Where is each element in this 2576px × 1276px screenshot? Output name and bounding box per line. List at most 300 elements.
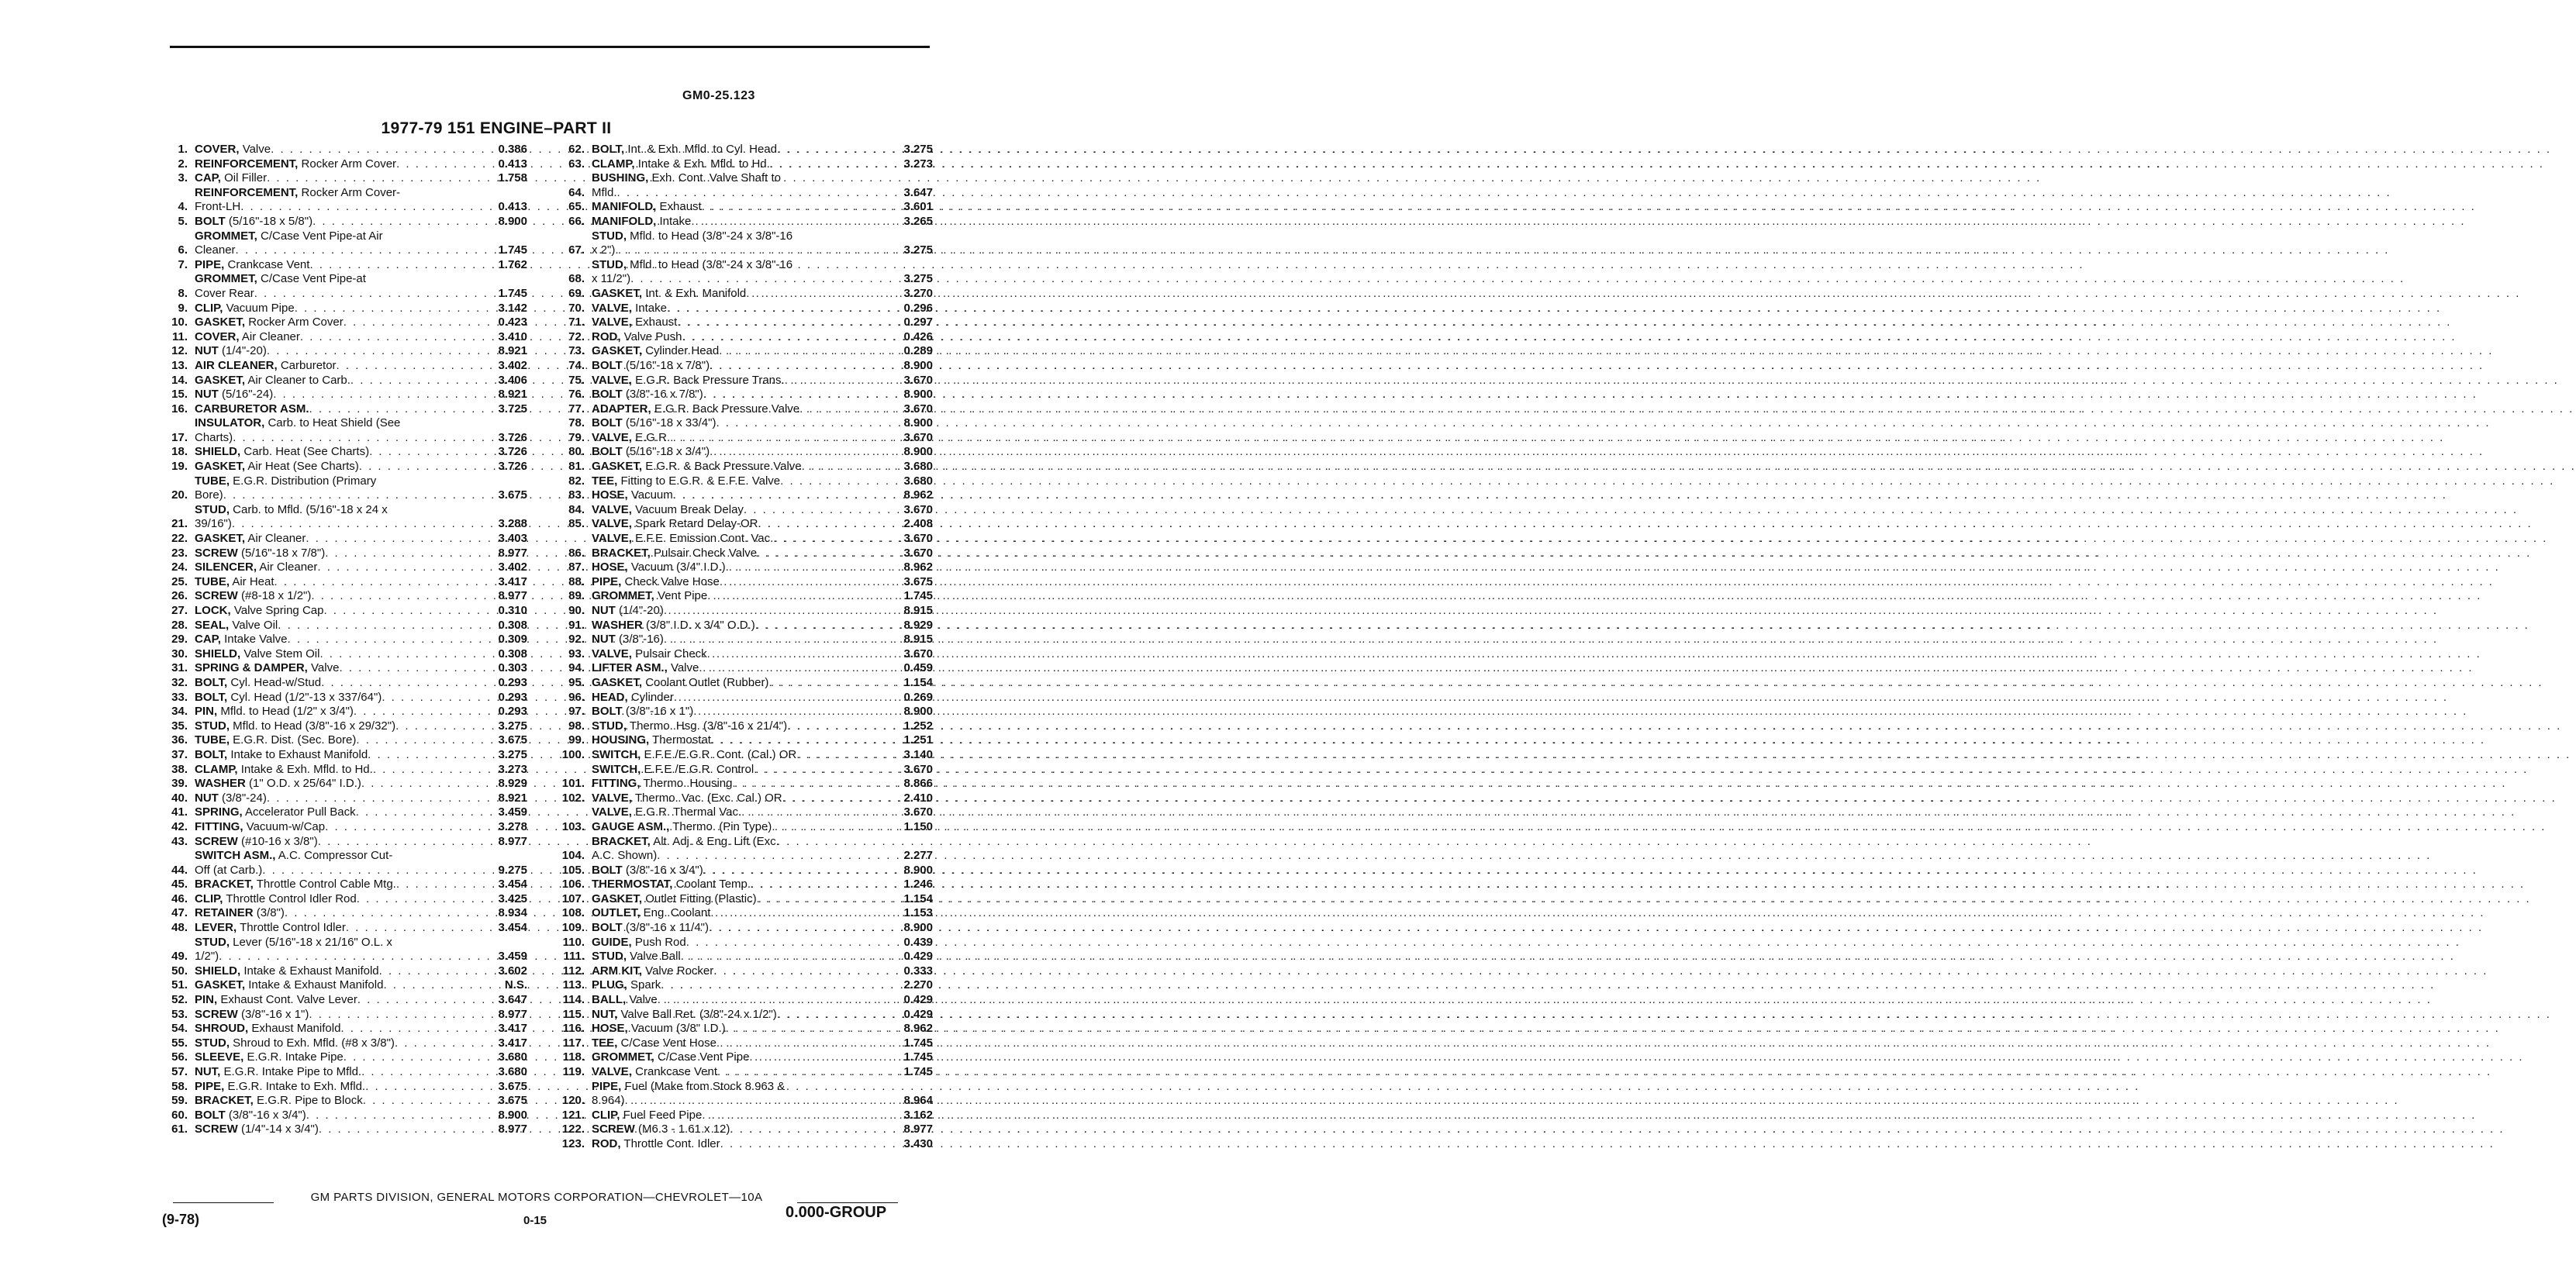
parts-list-item	[155, 619, 527, 633]
part-detail: Air Cleaner to Carb.	[247, 373, 350, 387]
parts-list-item	[155, 445, 527, 460]
dot-leader	[716, 416, 2490, 431]
item-description	[585, 374, 879, 388]
item-number: 14.	[171, 373, 188, 387]
dot-leader	[785, 374, 2559, 388]
item-number: 101.	[561, 777, 585, 791]
part-detail: (1/4"-20)	[222, 344, 267, 358]
item-description	[188, 1008, 465, 1023]
part-name: STUD,	[195, 502, 230, 516]
item-description	[188, 575, 465, 590]
parts-list-item	[155, 532, 527, 547]
item-number: 113.	[562, 978, 585, 992]
part-detail: C/Case Vent Pipe-at Air	[261, 229, 383, 243]
item-number: 90.	[568, 604, 585, 617]
part-name: CLAMP,	[592, 157, 635, 171]
item-number: 55.	[171, 1036, 188, 1050]
item-number: 1.	[178, 143, 188, 156]
parts-list-item	[155, 302, 527, 316]
part-name: BOLT,	[195, 747, 228, 761]
parts-list-item	[541, 964, 933, 979]
group-number: 8.900	[903, 921, 933, 935]
part-name: SCREW	[195, 589, 238, 603]
part-name: NUT,	[592, 1007, 618, 1021]
group-number: 8.929	[903, 618, 933, 632]
parts-list-item	[541, 820, 933, 835]
part-name: SHIELD,	[195, 647, 241, 660]
item-description	[585, 258, 879, 287]
parts-list-item	[155, 402, 527, 417]
group-number: 3.430	[903, 1136, 933, 1150]
group-number: 3.454	[498, 878, 527, 891]
parts-list-item	[541, 604, 933, 619]
parts-list-item	[155, 835, 527, 850]
part-name: GASKET,	[592, 891, 643, 905]
part-name: BRACKET,	[592, 834, 651, 848]
group-number: 3.275	[903, 243, 933, 257]
item-number: 72.	[568, 329, 585, 343]
part-name: BOLT	[592, 388, 623, 402]
part-detail: Thermostat	[652, 733, 711, 747]
part-detail: Crankcase Vent	[227, 257, 310, 271]
part-detail: E.G.R.	[635, 430, 671, 444]
part-name: HOSE,	[592, 560, 628, 574]
dot-leader	[686, 936, 2460, 950]
item-description	[585, 359, 879, 374]
part-name: CLIP,	[195, 891, 223, 905]
dot-leader	[730, 1123, 2504, 1137]
part-name: SWITCH,	[592, 762, 641, 776]
item-number: 74.	[568, 358, 585, 372]
item-description	[188, 474, 465, 503]
part-name: TUBE,	[195, 474, 230, 488]
part-detail: Carburetor	[280, 358, 337, 372]
part-detail: E.G.R. Intake Pipe to Mfld.	[223, 1065, 362, 1078]
item-number: 66.	[568, 214, 585, 228]
part-detail: Thermo. Hsg. (3/8"-16 x 21/4")	[629, 719, 788, 733]
parts-list-item	[541, 993, 933, 1008]
part-name: STUD,	[195, 719, 230, 733]
part-detail: x 11/2")	[592, 272, 631, 286]
item-number: 25.	[171, 574, 188, 588]
parts-list-item	[541, 763, 933, 778]
parts-list-right-column	[541, 143, 933, 1152]
item-number: 67.	[568, 243, 585, 257]
item-number: 49.	[171, 950, 188, 964]
item-description	[585, 200, 879, 215]
parts-list-item	[541, 416, 933, 431]
part-name: SPRING & DAMPER,	[195, 661, 308, 675]
part-detail: Valve	[670, 661, 699, 675]
item-description	[188, 589, 465, 604]
part-name: GROMMET,	[592, 589, 654, 603]
dot-leader	[691, 215, 2465, 229]
parts-list-item	[155, 316, 527, 330]
group-number: 8.962	[903, 560, 933, 574]
part-detail: (3/8"-16 x 11/4")	[625, 921, 709, 935]
parts-list-item	[541, 936, 933, 950]
part-detail: 8.964)	[592, 1094, 625, 1108]
part-name: BOLT	[195, 214, 226, 228]
part-name: LIFTER ASM.,	[592, 661, 668, 675]
item-number: 8.	[178, 286, 188, 300]
group-number: 3.459	[498, 805, 527, 819]
parts-list-item	[541, 547, 933, 561]
part-name: TUBE,	[195, 733, 230, 747]
item-description	[188, 647, 465, 662]
item-number: 10.	[171, 316, 188, 329]
item-description	[585, 316, 879, 330]
part-detail: Exhaust Cont. Valve Lever	[220, 993, 357, 1007]
item-number: 64.	[568, 185, 585, 199]
dot-leader	[702, 1109, 2476, 1123]
parts-list-item	[155, 560, 527, 575]
item-description	[585, 589, 879, 604]
group-number: 3.417	[498, 1036, 527, 1050]
item-description	[188, 460, 465, 474]
parts-list-item	[155, 388, 527, 402]
item-description	[585, 157, 879, 172]
parts-list-item	[155, 805, 527, 820]
item-number: 71.	[568, 316, 585, 329]
item-description	[585, 936, 879, 950]
part-detail: Valve Push	[623, 329, 682, 343]
dot-leader	[710, 359, 2484, 374]
part-detail: Exhaust	[659, 200, 702, 214]
group-number: 0.309	[498, 633, 527, 647]
group-number: 8.962	[903, 1022, 933, 1036]
part-name: GASKET,	[592, 344, 643, 358]
item-description	[188, 532, 465, 547]
item-number: 95.	[568, 675, 585, 689]
part-name: HOSE,	[592, 1022, 628, 1036]
item-number: 76.	[568, 388, 585, 402]
part-name: INSULATOR,	[195, 416, 265, 430]
item-number: 32.	[171, 675, 188, 689]
parts-list-item	[155, 892, 527, 907]
parts-list-item	[541, 978, 933, 993]
dot-leader	[732, 777, 2506, 791]
group-number: 3.675	[498, 1079, 527, 1093]
part-name: GASKET,	[592, 286, 643, 300]
item-number: 33.	[171, 690, 188, 704]
parts-list-item	[541, 676, 933, 691]
dot-leader	[726, 560, 2500, 575]
item-number: 83.	[568, 488, 585, 502]
part-detail: Vent Pipe	[658, 589, 708, 603]
group-number: 8.977	[498, 1123, 527, 1136]
dot-leader	[710, 906, 2484, 921]
parts-list-item	[155, 344, 527, 359]
item-description	[188, 906, 465, 921]
part-detail: Crankcase Vent	[635, 1065, 718, 1078]
group-number: 2.277	[903, 849, 933, 863]
group-number: 3.403	[498, 532, 527, 546]
group-number: 3.406	[498, 373, 527, 387]
part-name: CAP,	[195, 171, 221, 185]
part-detail: Accelerator Pull Back	[245, 805, 356, 819]
part-detail: (1/4"-20)	[619, 604, 664, 617]
group-number: 1.745	[498, 243, 527, 257]
item-description	[188, 978, 465, 993]
item-description	[188, 1094, 465, 1109]
part-name: GASKET,	[195, 460, 246, 474]
parts-list-item	[541, 229, 933, 258]
part-name: VALVE,	[592, 532, 632, 546]
part-name: NUT	[195, 388, 219, 402]
item-description	[188, 733, 465, 748]
group-number: 8.964	[903, 1094, 933, 1108]
group-number: N.S.	[504, 978, 527, 992]
part-name: NUT	[195, 344, 219, 358]
item-number: 75.	[568, 373, 585, 387]
item-description	[585, 344, 879, 359]
item-number: 24.	[171, 560, 188, 574]
item-description	[188, 258, 465, 273]
group-number: 8.977	[498, 589, 527, 603]
item-number: 110.	[562, 935, 585, 949]
group-number: 1.745	[903, 1050, 933, 1064]
parts-list-item	[541, 143, 933, 157]
dot-leader	[726, 1022, 2500, 1036]
item-number: 21.	[171, 517, 188, 531]
item-number: 99.	[568, 733, 585, 747]
dot-leader	[777, 1008, 2551, 1023]
group-number: 0.423	[498, 316, 527, 329]
parts-list-item	[541, 1036, 933, 1051]
parts-list-item	[541, 805, 933, 820]
item-description	[188, 503, 465, 532]
parts-list-item	[155, 661, 527, 676]
dot-leader	[670, 431, 2444, 446]
part-detail: Air Cleaner	[247, 532, 306, 546]
group-number: 3.275	[498, 719, 527, 733]
dot-leader	[703, 388, 2478, 402]
parts-list-item	[541, 1050, 933, 1065]
part-name: BOLT	[592, 705, 623, 719]
part-name: BOLT,	[195, 675, 228, 689]
part-detail: Intake & Exh. Mfld. to Hd.	[637, 157, 770, 171]
part-name: TEE,	[592, 474, 618, 488]
item-description	[585, 978, 879, 993]
parts-list-item	[155, 589, 527, 604]
part-detail: Valve	[629, 993, 658, 1007]
item-number: 31.	[171, 661, 188, 675]
group-number: 3.726	[498, 445, 527, 459]
item-description	[188, 719, 465, 734]
part-name: NUT	[592, 633, 616, 647]
item-number: 123.	[561, 1136, 585, 1150]
dot-leader	[787, 719, 2561, 734]
part-detail: Thermo. (Pin Type)	[672, 819, 772, 833]
part-name: SHIELD,	[195, 445, 241, 459]
parts-list-item	[541, 200, 933, 215]
part-detail: E.G.R. Dist. (Sec. Bore)	[233, 733, 357, 747]
group-number: 3.725	[498, 402, 527, 416]
parts-list-item	[541, 950, 933, 964]
part-detail: Rocker Arm Cover	[301, 157, 397, 171]
part-detail: Valve	[311, 661, 340, 675]
part-name: SCREW	[592, 1123, 635, 1136]
group-number: 3.288	[498, 517, 527, 531]
group-number: 0.439	[903, 935, 933, 949]
item-description	[188, 705, 465, 719]
part-name: ROD,	[592, 1136, 621, 1150]
part-detail: Exh. Cont. Valve Shaft to	[651, 171, 781, 185]
item-description	[585, 1008, 879, 1023]
parts-list-item	[155, 416, 527, 445]
part-detail: Mfld.	[592, 185, 617, 199]
item-number: 79.	[568, 430, 585, 444]
part-name: CAP,	[195, 633, 221, 647]
item-description	[585, 1065, 879, 1080]
item-description	[585, 503, 879, 518]
part-name: BOLT,	[195, 690, 228, 704]
part-detail: Cylinder	[630, 690, 674, 704]
part-name: PIN,	[195, 705, 218, 719]
item-number: 78.	[568, 416, 585, 430]
part-name: FITTING,	[592, 777, 641, 791]
item-number: 80.	[568, 445, 585, 459]
part-name: SCREW	[195, 834, 238, 848]
group-number: 8.977	[903, 1123, 933, 1136]
part-name: GASKET,	[592, 460, 643, 474]
item-description	[585, 1022, 879, 1036]
part-name: REINFORCEMENT,	[195, 157, 299, 171]
item-number: 50.	[171, 964, 188, 978]
part-detail: E.G.R. Thermal Vac.	[635, 805, 742, 819]
part-name: VALVE,	[592, 647, 632, 660]
item-number: 28.	[171, 618, 188, 632]
part-detail: Throttle Cont. Idler	[623, 1136, 720, 1150]
part-name: GUIDE,	[592, 935, 632, 949]
item-number: 111.	[563, 950, 585, 964]
group-number: 8.977	[498, 1007, 527, 1021]
part-name: LEVER,	[195, 921, 237, 935]
parts-list-item	[155, 878, 527, 892]
parts-list-item	[541, 171, 933, 200]
part-name: VALVE,	[592, 805, 632, 819]
item-number: 109.	[561, 921, 585, 935]
parts-list-item	[155, 157, 527, 172]
parts-list-item	[155, 215, 527, 229]
part-detail: C/Case Vent Pipe-at	[261, 272, 366, 286]
part-name: BOLT	[195, 1108, 226, 1122]
part-name: ARM KIT,	[592, 964, 642, 978]
item-number: 36.	[171, 733, 188, 747]
part-detail: 39/16")	[195, 517, 232, 531]
item-number: 61.	[171, 1123, 188, 1136]
item-number: 96.	[568, 690, 585, 704]
item-number: 106.	[561, 878, 585, 891]
group-number: 0.289	[903, 344, 933, 358]
part-detail: (3/8")	[256, 906, 285, 920]
part-detail: Throttle Control Idler Rod	[226, 891, 357, 905]
parts-list-item	[541, 258, 933, 287]
parts-list-item	[155, 143, 527, 157]
item-description	[585, 460, 879, 474]
part-detail: Int. & Exh. Manifold	[645, 286, 747, 300]
part-detail: Fuel Feed Pipe	[623, 1108, 703, 1122]
group-number: 3.675	[498, 733, 527, 747]
group-number: 3.410	[498, 329, 527, 343]
part-name: BRACKET,	[195, 878, 254, 891]
part-name: SHROUD,	[195, 1022, 249, 1036]
parts-list-item	[541, 906, 933, 921]
part-detail: Cylinder Head	[645, 344, 720, 358]
item-number: 2.	[178, 157, 188, 171]
part-name: LOCK,	[195, 604, 231, 617]
parts-list-item	[155, 964, 527, 979]
parts-list-item	[541, 1008, 933, 1023]
part-name: SLEEVE,	[195, 1050, 244, 1064]
part-detail: E.G.R. & Back Pressure Valve	[645, 460, 802, 474]
item-description	[188, 157, 465, 172]
group-number: 3.275	[903, 143, 933, 156]
parts-list-item	[155, 763, 527, 778]
part-name: BOLT	[592, 358, 623, 372]
group-number: 8.929	[498, 777, 527, 791]
group-number: 3.726	[498, 460, 527, 474]
item-number: 23.	[171, 546, 188, 560]
item-description	[585, 878, 879, 892]
footer-publisher-line: GM PARTS DIVISION, GENERAL MOTORS CORPORATION—CHEVROLET—10A	[310, 1191, 763, 1204]
item-number: 20.	[171, 488, 188, 502]
part-name: WASHER	[592, 618, 643, 632]
item-description	[188, 547, 465, 561]
part-name: TEE,	[592, 1036, 618, 1050]
group-number: 3.670	[903, 546, 933, 560]
dot-leader	[682, 330, 2456, 345]
part-name: SCREW	[195, 1007, 238, 1021]
group-number: 0.269	[903, 690, 933, 704]
item-description	[585, 575, 879, 590]
footer-group: 0.000-GROUP	[786, 1204, 887, 1221]
item-description	[188, 416, 465, 445]
item-number: 115.	[562, 1007, 585, 1021]
part-detail: Valve Ball Ret. (3/8"-24 x 1/2")	[620, 1007, 777, 1021]
part-name: NUT,	[195, 1065, 221, 1078]
item-description	[188, 936, 465, 964]
part-name: BOLT	[592, 445, 623, 459]
group-number: 1.251	[903, 733, 933, 747]
part-name: SHIELD,	[195, 964, 241, 978]
parts-list-item	[155, 359, 527, 374]
group-number: 3.275	[498, 747, 527, 761]
dot-leader	[702, 200, 2476, 215]
group-number: 8.900	[903, 445, 933, 459]
part-detail: Intake	[659, 214, 692, 228]
item-description	[585, 906, 879, 921]
group-number: 0.413	[498, 157, 527, 171]
part-name: PIPE,	[195, 257, 225, 271]
part-detail: Coolant Temp.	[675, 878, 751, 891]
group-number: 3.680	[498, 1050, 527, 1064]
part-name: HOUSING,	[592, 733, 650, 747]
item-description	[188, 374, 465, 388]
parts-list-item	[541, 791, 933, 806]
part-detail: Front-LH	[195, 200, 241, 214]
item-number: 13.	[171, 358, 188, 372]
item-description	[585, 1050, 879, 1065]
item-number: 7.	[178, 257, 188, 271]
part-name: BRACKET,	[195, 1094, 254, 1108]
part-detail: Oil Filler	[224, 171, 268, 185]
part-name: PIPE,	[592, 574, 622, 588]
part-detail: Thermo. Vac. (Exc. Cal.) OR	[634, 791, 782, 805]
group-number: 8.921	[498, 388, 527, 402]
parts-list-item	[541, 619, 933, 633]
